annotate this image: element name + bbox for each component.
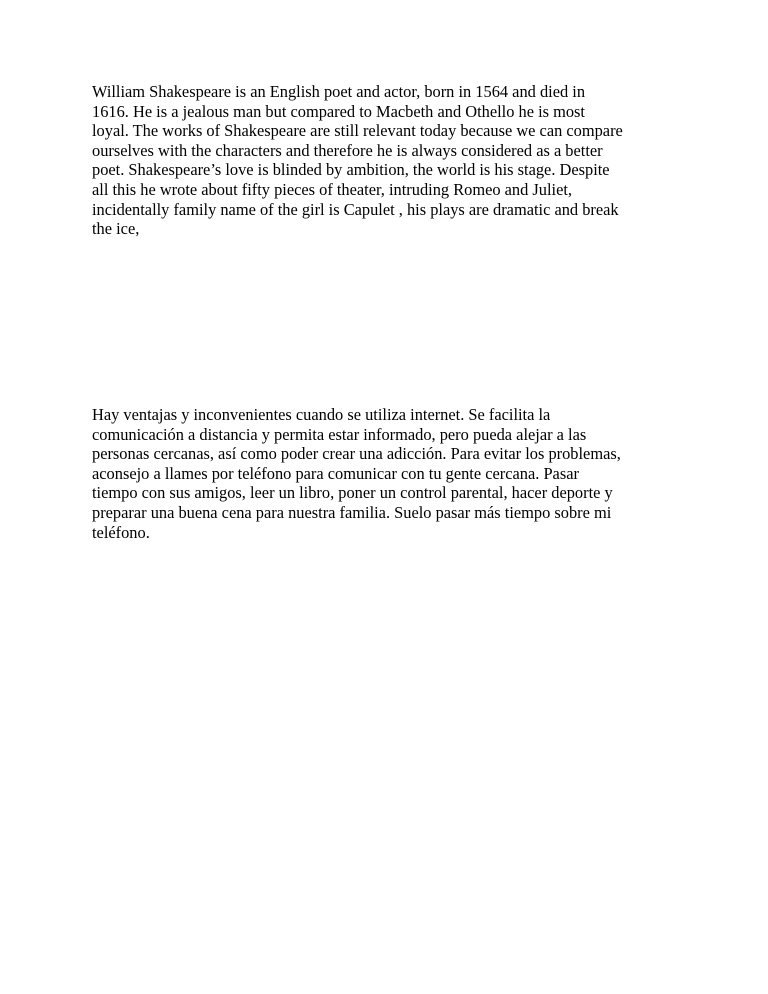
text-line: aconsejo a llames por teléfono para comunicar con tu gente cercana. Pasar	[92, 463, 579, 483]
text-line: preparar una buena cena para nuestra familia. Suelo pasar más tiempo sobre mi	[92, 502, 612, 522]
text-line: the ice,	[92, 219, 140, 239]
text-line: 1616. He is a jealous man but compared to Macbeth and Othello he is most	[92, 101, 585, 121]
text-line: loyal. The works of Shakespeare are still relevant today because we can compare	[92, 121, 623, 141]
text-line: Hay ventajas y inconvenientes cuando se utiliza internet. Se facilita la	[92, 405, 551, 424]
text-line: all this he wrote about fifty pieces of theater, intruding Romeo and Juliet,	[92, 179, 573, 199]
text-line: tiempo con sus amigos, leer un libro, poner un control parental, hacer deporte y	[92, 483, 613, 503]
text-line: comunicación a distancia y permita estar informado, pero pueda alejar a las	[92, 424, 587, 444]
text-line: personas cercanas, así como poder crear una adicción. Para evitar los problemas,	[92, 444, 621, 464]
text-line: ourselves with the characters and therefore he is always considered as a better	[92, 140, 603, 160]
text-line: teléfono.	[92, 522, 150, 542]
paragraph-internet	[92, 405, 692, 542]
paragraph-shakespeare	[92, 82, 692, 239]
text-line: incidentally family name of the girl is Capulet , his plays are dramatic and break	[92, 199, 619, 219]
text-line: William Shakespeare is an English poet and actor, born in 1564 and died in	[92, 82, 586, 101]
text-line: poet. Shakespeare’s love is blinded by ambition, the world is his stage. Despite	[92, 160, 610, 180]
